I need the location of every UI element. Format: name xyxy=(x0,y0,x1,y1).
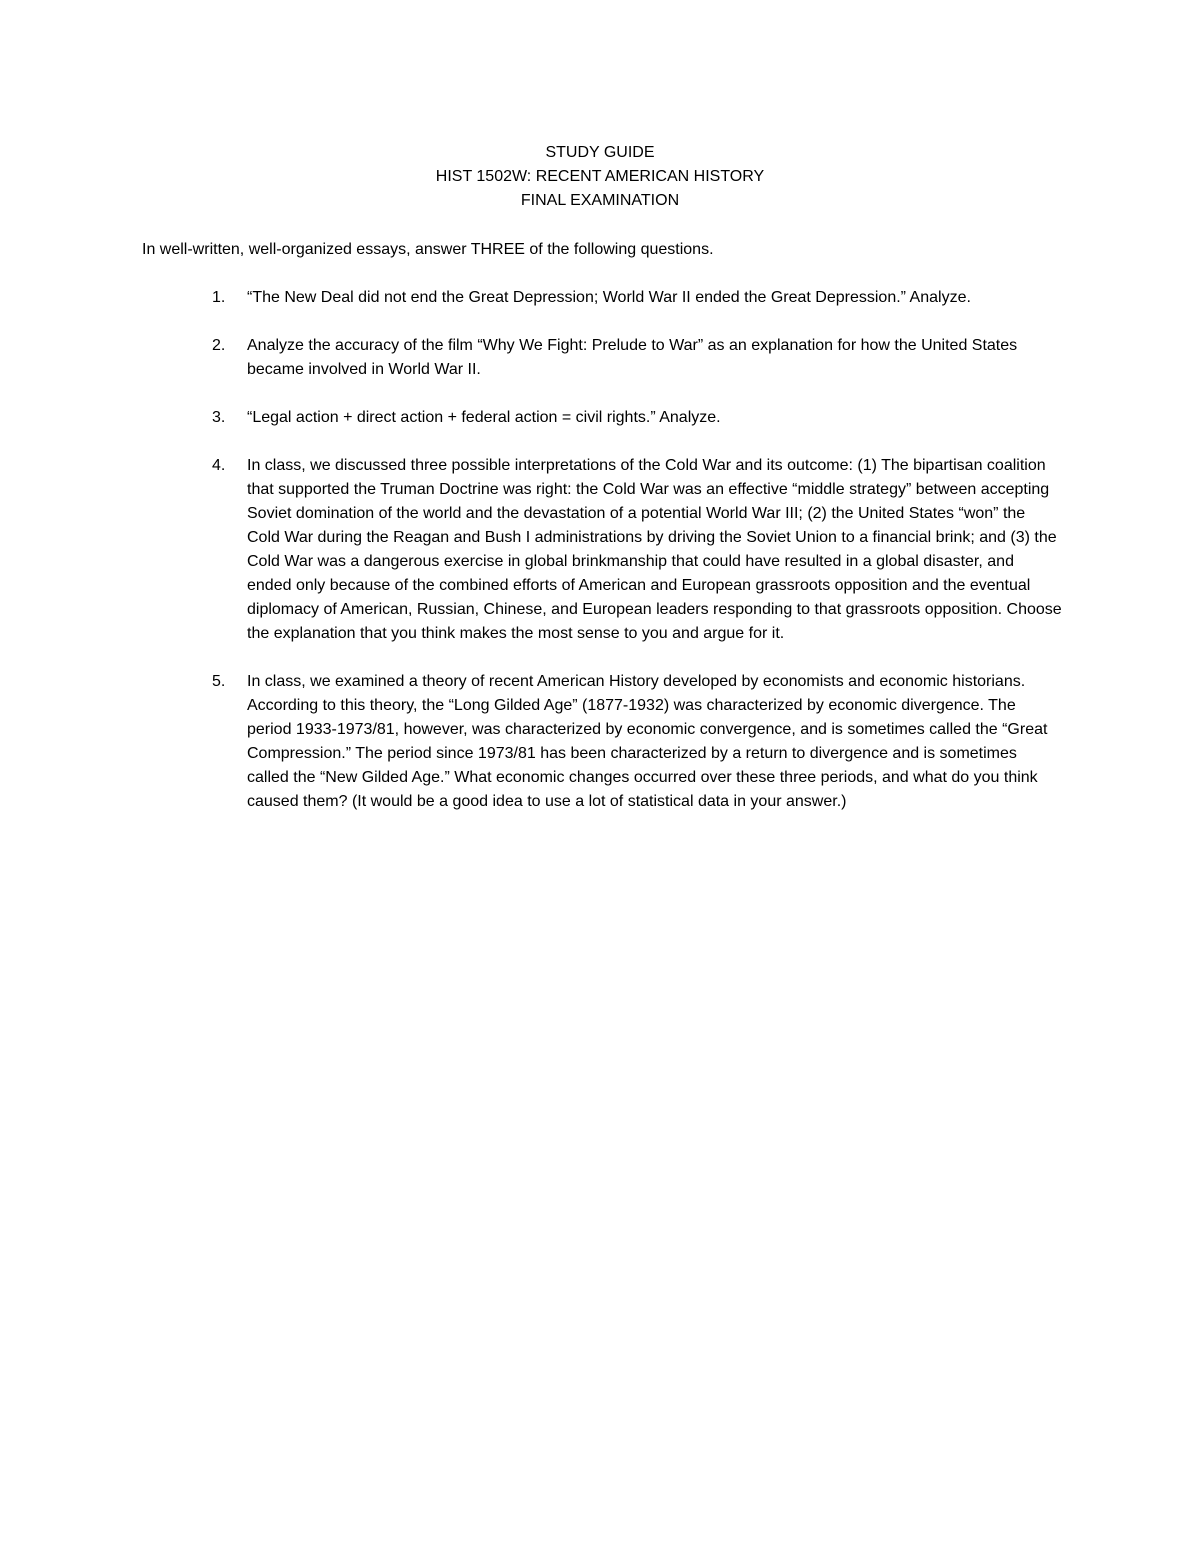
instructions-text: In well-written, well-organized essays, answer THREE of the following questions. xyxy=(142,241,714,258)
question-text: Analyze the accuracy of the film “Why We Fight: Prelude to War” as an explanation for how the United States became involved in World War II. xyxy=(247,337,1018,378)
question-item-2 xyxy=(0,334,1200,382)
question-text: “Legal action + direct action + federal action = civil rights.” Analyze. xyxy=(247,409,721,426)
question-text: In class, we discussed three possible interpretations of the Cold War and its outcome: (1) The bipartisan coalition that supported the Truman Doctrine was right: the Cold War was an effective “middle strategy” between accepting Soviet domination of the world and the devastation of a potential World War III; (2) the United States “won” the Cold War during the Reagan and Bush I administrations by driving the Soviet Union to a financial brink; and (3) the Cold War was a dangerous exercise in global brinkmanship that could have resulted in a global disaster, and ended only because of the combined efforts of American and European grassroots opposition and the eventual diplomacy of American, Russian, Chinese, and European leaders responding to that grassroots opposition. Choose the explanation that you think makes the most sense to you and argue for it. xyxy=(247,457,1062,642)
question-item-5 xyxy=(0,670,1200,814)
document-header xyxy=(0,141,1200,213)
question-number: 4. xyxy=(212,457,226,474)
header-course-title: HIST 1502W: RECENT AMERICAN HISTORY xyxy=(435,168,765,185)
question-text: “The New Deal did not end the Great Depression; World War II ended the Great Depression.” Analyze. xyxy=(247,289,971,306)
question-number: 3. xyxy=(212,409,226,426)
question-item-3 xyxy=(0,406,1200,430)
question-number: 2. xyxy=(212,337,226,354)
question-text: In class, we examined a theory of recent American History developed by economists and economic historians. According to this theory, the “Long Gilded Age” (1877-1932) was characterized by economic divergence. The period 1933-1973/81, however, was characterized by economic convergence, and is sometimes called the “Great Compression.” The period since 1973/81 has been characterized by a return to divergence and is sometimes called the “New Gilded Age.” What economic changes occurred over these three periods, and what do you think caused them? (It would be a good idea to use a lot of statistical data in your answer.) xyxy=(247,673,1048,810)
header-study-guide: STUDY GUIDE xyxy=(545,144,655,161)
question-item-4 xyxy=(0,454,1200,646)
question-item-1 xyxy=(0,286,1200,310)
question-number: 5. xyxy=(212,673,226,690)
questions-list xyxy=(0,286,1200,838)
header-exam-title: FINAL EXAMINATION xyxy=(520,192,680,209)
question-number: 1. xyxy=(212,289,226,306)
